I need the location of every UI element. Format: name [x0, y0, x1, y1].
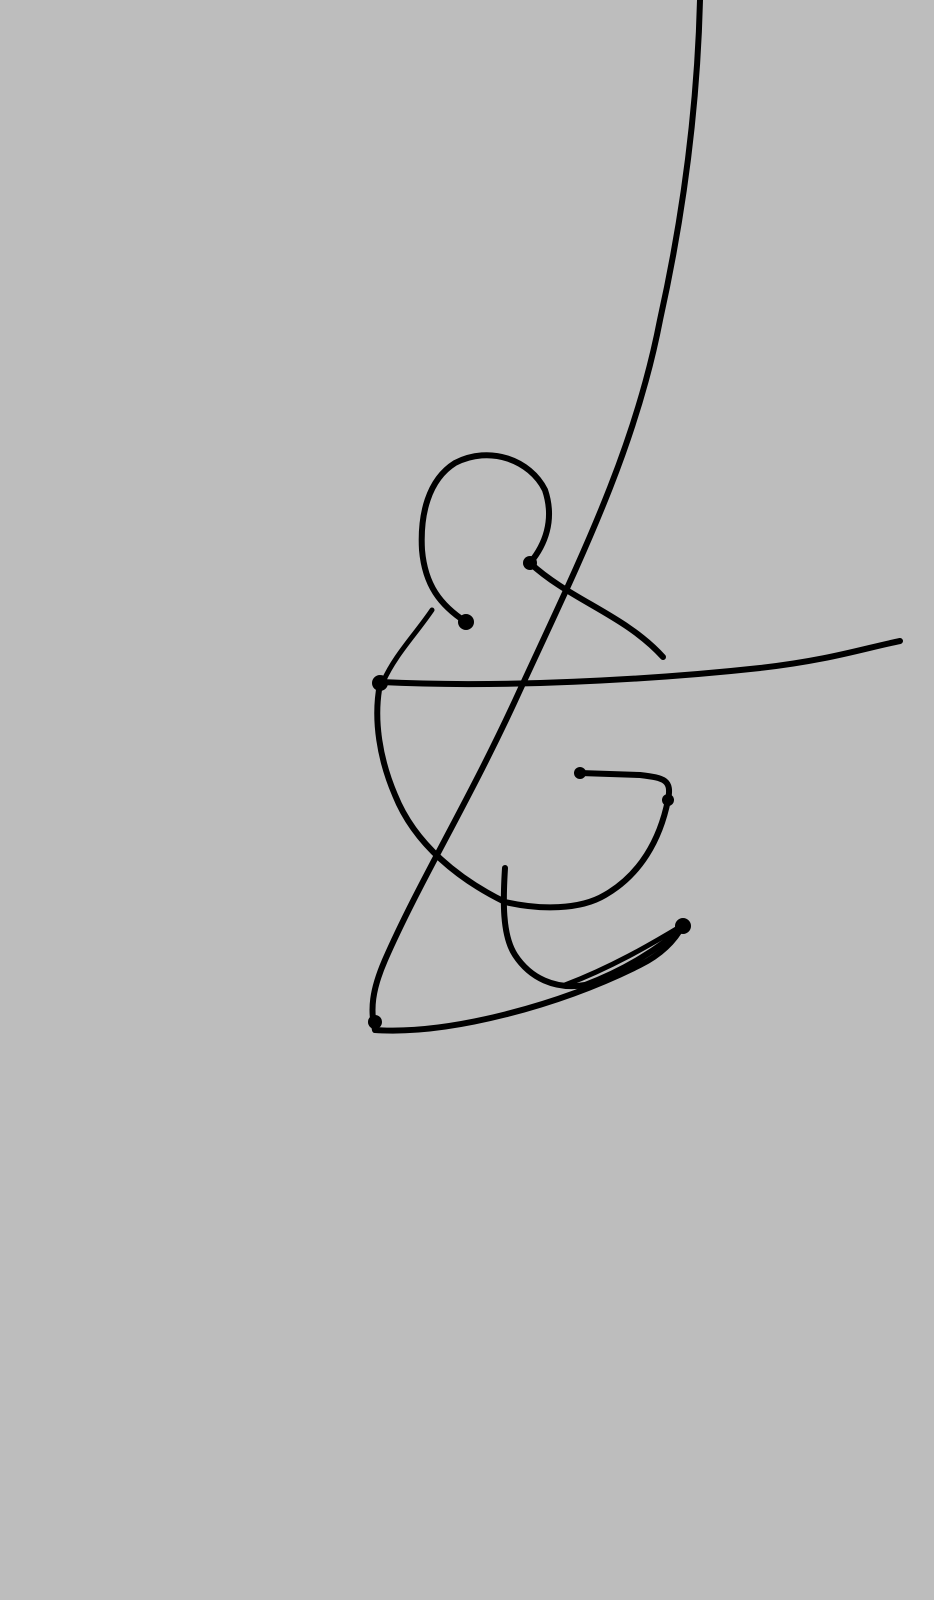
stroke-end-dot	[368, 1015, 382, 1029]
stroke-end-dot	[523, 556, 537, 570]
stroke-end-dot	[662, 794, 674, 806]
stroke-end-dot	[458, 614, 474, 630]
stroke-end-dot	[372, 675, 388, 691]
stroke-end-dot	[574, 767, 586, 779]
stroke-end-dot	[675, 918, 691, 934]
